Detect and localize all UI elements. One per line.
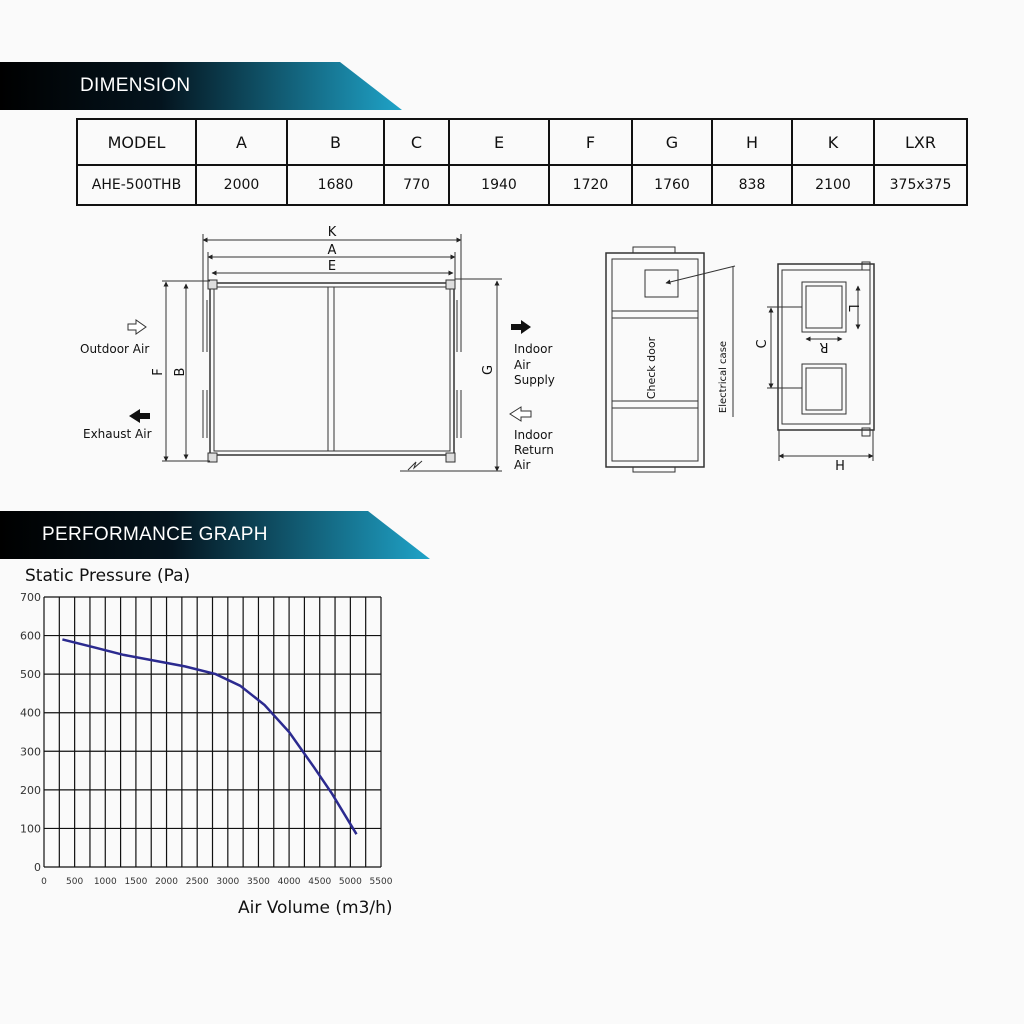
performance-curve [62,639,356,834]
dim-a-label: A [327,243,337,258]
supply-label-3: Supply [514,373,555,387]
y-tick-label: 700 [20,591,41,604]
x-tick-label: 2000 [155,877,178,887]
header-k: K [792,119,874,165]
dim-l-label: L [845,304,860,312]
value-b: 1680 [287,165,384,205]
dim-h-label: H [835,459,845,474]
performance-title: PERFORMANCE GRAPH [42,524,268,545]
dim-e-label: E [327,259,337,274]
y-tick-label: 500 [20,668,41,682]
header-f: F [549,119,632,165]
value-lxr: 375x375 [874,165,967,205]
y-axis-title: Static Pressure (Pa) [25,566,191,586]
x-tick-label: 5000 [338,877,362,887]
x-tick-label: 3500 [247,877,270,887]
exhaust-air-arrow-icon [129,409,150,423]
header-model: MODEL [77,119,196,165]
return-label-2: Return [514,443,554,457]
x-tick-label: 4000 [277,877,301,887]
dim-r-label: R [819,339,829,354]
return-label-3: Air [514,458,531,472]
x-tick-label: 2500 [185,877,209,887]
value-a: 2000 [196,165,287,205]
return-label-1: Indoor [514,428,553,442]
header-e: E [449,119,549,165]
check-door-label: Check door [645,336,658,400]
y-tick-label: 0 [34,861,41,874]
x-tick-labels [41,877,393,887]
y-tick-label: 300 [20,745,41,759]
x-tick-label: 1000 [93,877,117,887]
performance-chart [0,560,420,890]
value-c: 770 [384,165,449,205]
supply-label-2: Air [514,358,531,372]
x-tick-label: 0 [41,877,47,887]
dimension-banner [0,62,402,110]
y-tick-label: 200 [20,783,41,797]
dim-g-label: G [481,364,496,376]
supply-label-1: Indoor [514,342,553,356]
outdoor-air-arrow-icon [128,320,146,334]
header-lxr: LXR [874,119,967,165]
header-c: C [384,119,449,165]
dim-k-label: K [327,225,337,240]
x-tick-label: 5500 [369,877,393,887]
electrical-case-label: Electrical case [718,340,729,414]
value-g: 1760 [632,165,712,205]
x-tick-label: 1500 [124,877,148,887]
y-tick-label: 400 [20,706,41,720]
value-e: 1940 [449,165,549,205]
end-view-drawing [767,262,874,461]
y-tick-label: 600 [20,629,41,643]
y-tick-label: 100 [20,822,41,836]
value-h: 838 [712,165,792,205]
value-f: 1720 [549,165,632,205]
side-view-drawing [606,247,735,472]
exhaust-air-label: Exhaust Air [83,427,152,441]
outdoor-air-label: Outdoor Air [80,342,150,356]
header-a: A [196,119,287,165]
header-g: G [632,119,712,165]
dim-c-label: C [755,339,770,349]
header-h: H [712,119,792,165]
dim-f-label: F [151,368,166,376]
return-air-arrow-icon [510,407,531,421]
dim-b-label: B [173,367,188,377]
x-axis-title: Air Volume (m3/h) [238,898,393,918]
dimension-title: DIMENSION [80,75,191,96]
x-tick-label: 4500 [308,877,332,887]
header-b: B [287,119,384,165]
value-k: 2100 [792,165,874,205]
performance-banner [0,511,430,559]
chart-grid [44,597,381,867]
supply-air-arrow-icon [511,320,531,334]
x-tick-label: 3000 [216,877,240,887]
y-tick-labels [20,591,41,874]
x-tick-label: 500 [66,877,84,887]
value-model: AHE-500THB [77,165,196,205]
